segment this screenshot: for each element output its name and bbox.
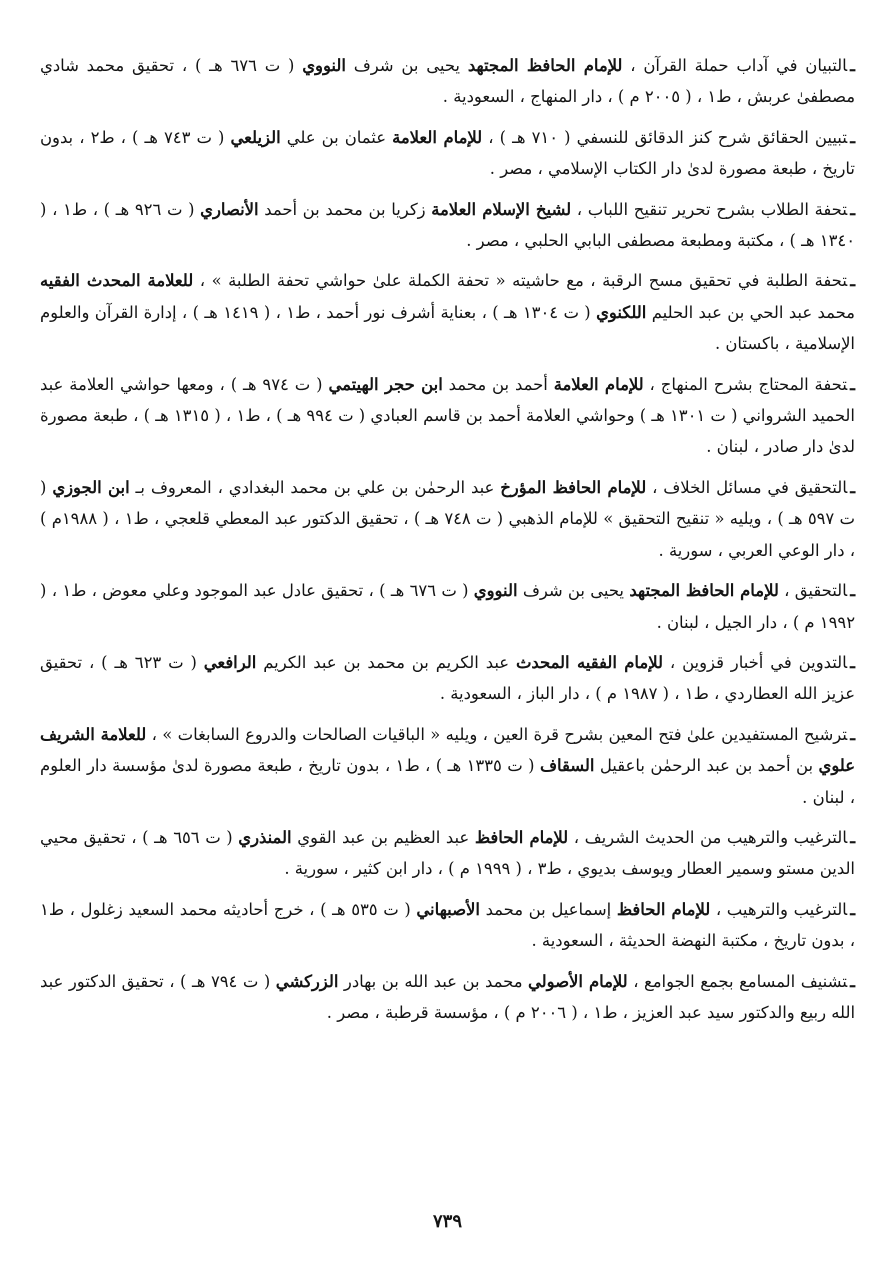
bibliography-entry xyxy=(40,265,855,368)
entry-author-highlight: الأصبهاني xyxy=(416,899,480,919)
entry-text: عبد الرحمٰن بن علي بن محمد البغدادي ، المعروف بـ xyxy=(129,477,501,497)
bibliography-entry xyxy=(40,719,855,822)
entry-text: عثمان بن علي xyxy=(280,127,393,147)
entry-dash: ـ xyxy=(850,899,855,919)
entry-dash: ـ xyxy=(850,199,855,219)
entry-text: أحمد بن محمد xyxy=(442,374,554,394)
entry-author-highlight: للإمام الفقيه المحدث xyxy=(515,652,663,672)
entry-author-highlight: للإمام الحافظ المجتهد xyxy=(629,581,779,601)
entry-text: ( ت ١٣٠٤ هـ ) ، بعناية أشرف نور أحمد ، ط١ ، ( ١٤١٩ هـ ) ، إدارة القرآن والعلوم الإسلامية ، باكستان . xyxy=(40,302,855,354)
entry-dash: ـ xyxy=(850,724,856,744)
entry-author-highlight: للإمام الحافظ xyxy=(616,899,711,919)
entry-dash: ـ xyxy=(850,374,855,394)
entry-text: التبيان في آداب حملة القرآن ، xyxy=(622,56,848,75)
entry-dash: ـ xyxy=(850,827,856,847)
entry-text: زكريا بن محمد بن أحمد xyxy=(258,199,432,219)
entry-text: ( ت ٩٢٦ هـ ) ، ط١ ، ( ١٣٤٠ هـ ) ، مكتبة ومطبعة مصطفى البابي الحلبي ، مصر . xyxy=(40,199,855,251)
entry-author-highlight: ابن الجوزي xyxy=(52,477,130,497)
entry-text: يحيى بن شرف xyxy=(517,581,630,601)
entry-text: ( ت ٩٧٤ هـ ) ، ومعها حواشي العلامة عبد الحميد الشرواني ( ت ١٣٠١ هـ ) وحواشي العلامة أحمد بن قاسم العبادي ( ت ٩٩٤ هـ ) ، ط١ ، ( ١٣١٥ هـ ) ، طبعة مصورة لدىٰ دار صادر ، لبنان . xyxy=(40,374,855,457)
entry-author-highlight: ابن حجر الهيتمي xyxy=(328,374,443,394)
entry-author-highlight: الرافعي xyxy=(203,652,257,672)
bibliography-entry xyxy=(40,822,855,894)
entry-text: إسماعيل بن محمد xyxy=(479,899,617,919)
entry-text: ( ت ٥٩٧ هـ ) ، ويليه « تنقيح التحقيق » للإمام الذهبي ( ت ٧٤٨ هـ ) ، تحقيق الدكتور عبد المعطي قلعجي ، ط١ ، ( ١٩٨٨م ) ، دار الوعي العربي ، سورية . xyxy=(40,477,855,560)
bibliography-entry xyxy=(40,472,855,575)
entry-dash: ـ xyxy=(850,652,855,672)
entry-text: التدوين في أخبار قزوين ، xyxy=(662,652,848,672)
entry-author-highlight: النووي xyxy=(473,581,518,601)
bibliography-entry xyxy=(40,194,855,266)
entry-text: تبيين الحقائق شرح كنز الدقائق للنسفي ( ٧١٠ هـ ) ، xyxy=(482,127,848,147)
bibliography-entry xyxy=(40,50,855,122)
entry-dash: ـ xyxy=(850,971,855,991)
bibliography-entry xyxy=(40,575,855,647)
entry-author-highlight: المنذري xyxy=(238,827,292,847)
entry-author-highlight: للإمام الحافظ المجتهد xyxy=(467,56,623,75)
entry-dash: ـ xyxy=(850,271,855,291)
entry-dash: ـ xyxy=(850,477,856,497)
entry-text: بن أحمد بن عبد الرحمٰن باعقيل xyxy=(594,756,819,776)
entry-text: الترغيب والترهيب ، xyxy=(710,899,848,919)
entry-text: محمد عبد الحي بن عبد الحليم xyxy=(646,302,855,322)
entry-author-highlight: للإمام العلامة xyxy=(553,374,644,394)
entry-text: ( ت ٦٥٦ هـ ) ، تحقيق محيي الدين مستو وسمير العطار ويوسف بديوي ، ط٣ ، ( ١٩٩٩ م ) ، دار ابن كثير ، سورية . xyxy=(40,827,855,879)
entry-text: تحفة المحتاج بشرح المنهاج ، xyxy=(643,374,848,394)
bibliography-entry xyxy=(40,369,855,472)
entry-author-highlight: النووي xyxy=(302,56,346,75)
entry-text: يحيى بن شرف xyxy=(345,56,468,75)
entry-text: ( ت ٧٩٤ هـ ) ، تحقيق الدكتور عبد الله ربيع والدكتور سيد عبد العزيز ، ط١ ، ( ٢٠٠٦ م ) ، مؤسسة قرطبة ، مصر . xyxy=(40,971,855,1022)
entry-author-highlight: علوي xyxy=(818,756,855,776)
entry-author-highlight: الأنصاري xyxy=(200,199,259,219)
entry-author-highlight: للعلامة المحدث الفقيه xyxy=(40,271,194,291)
entry-author-highlight: اللكنوي xyxy=(596,302,647,322)
entry-text: ( ت ٧٤٣ هـ ) ، ط٢ ، بدون تاريخ ، طبعة مصورة لدىٰ دار الكتاب الإسلامي ، مصر . xyxy=(40,127,855,179)
entry-text: ( ت ٦٧٦ هـ ) ، تحقيق عادل عبد الموجود وعلي معوض ، ط١ ، ( ١٩٩٢ م ) ، دار الجيل ، لبنان . xyxy=(40,581,855,632)
bibliography-entry xyxy=(40,122,855,194)
entry-text: ( ت ٦٢٣ هـ ) ، تحقيق عزيز الله العطاردي ، ط١ ، ( ١٩٨٧ م ) ، دار الباز ، السعودية . xyxy=(40,652,855,704)
bibliography-page xyxy=(40,50,855,1037)
entry-dash: ـ xyxy=(850,56,855,75)
entry-text: تشنيف المسامع بجمع الجوامع ، xyxy=(627,971,848,991)
entry-text: عبد الكريم بن محمد بن عبد الكريم xyxy=(256,652,516,672)
entry-text: الترغيب والترهيب من الحديث الشريف ، xyxy=(568,827,848,847)
entry-author-highlight: لشيخ الإسلام العلامة xyxy=(431,199,572,219)
entry-author-highlight: للإمام الأصولي xyxy=(528,971,628,991)
entry-text: محمد بن عبد الله بن بهادر xyxy=(338,971,528,991)
bibliography-entry xyxy=(40,894,855,966)
entry-author-highlight: للإمام العلامة xyxy=(392,127,483,147)
entry-author-highlight: للعلامة الشريف xyxy=(40,724,147,744)
entry-text: ( ت ٦٧٦ هـ ) ، تحقيق محمد شادي مصطفىٰ عربش ، ط١ ، ( ٢٠٠٥ م ) ، دار المنهاج ، السعودية . xyxy=(40,56,855,107)
entry-text: تحفة الطلبة في تحقيق مسح الرقبة ، مع حاشيته « تحفة الكملة علىٰ حواشي تحفة الطلبة » ، xyxy=(193,271,848,291)
entry-text: التحقيق في مسائل الخلاف ، xyxy=(646,477,848,497)
entry-text: ( ت ٥٣٥ هـ ) ، خرج أحاديثه محمد السعيد زغلول ، ط١ ، بدون تاريخ ، مكتبة النهضة الحديثة ، السعودية . xyxy=(40,899,855,951)
bibliography-entry xyxy=(40,647,855,719)
bibliography-entry xyxy=(40,966,855,1038)
entry-author-highlight: السقاف xyxy=(539,756,595,776)
entry-text: ( ت ١٣٣٥ هـ ) ، ط١ ، بدون تاريخ ، طبعة مصورة لدىٰ مؤسسة دار العلوم ، لبنان . xyxy=(40,756,855,807)
page-number: ٧٣٩ xyxy=(432,1211,462,1232)
entry-dash: ـ xyxy=(850,127,855,147)
bibliography-list xyxy=(40,50,855,1037)
entry-text: تحفة الطلاب بشرح تحرير تنقيح اللباب ، xyxy=(571,199,848,219)
entry-author-highlight: الزيلعي xyxy=(230,127,281,147)
entry-text: التحقيق ، xyxy=(778,581,848,601)
entry-author-highlight: للإمام الحافظ المؤرخ xyxy=(500,477,647,497)
entry-author-highlight: للإمام الحافظ xyxy=(474,827,569,847)
entry-dash: ـ xyxy=(850,581,855,601)
entry-text: ترشيح المستفيدين علىٰ فتح المعين بشرح قرة العين ، ويليه « الباقيات الصالحات والدروع السابغات » ، xyxy=(146,724,848,744)
entry-text: عبد العظيم بن عبد القوي xyxy=(291,827,475,847)
entry-author-highlight: الزركشي xyxy=(275,971,339,991)
